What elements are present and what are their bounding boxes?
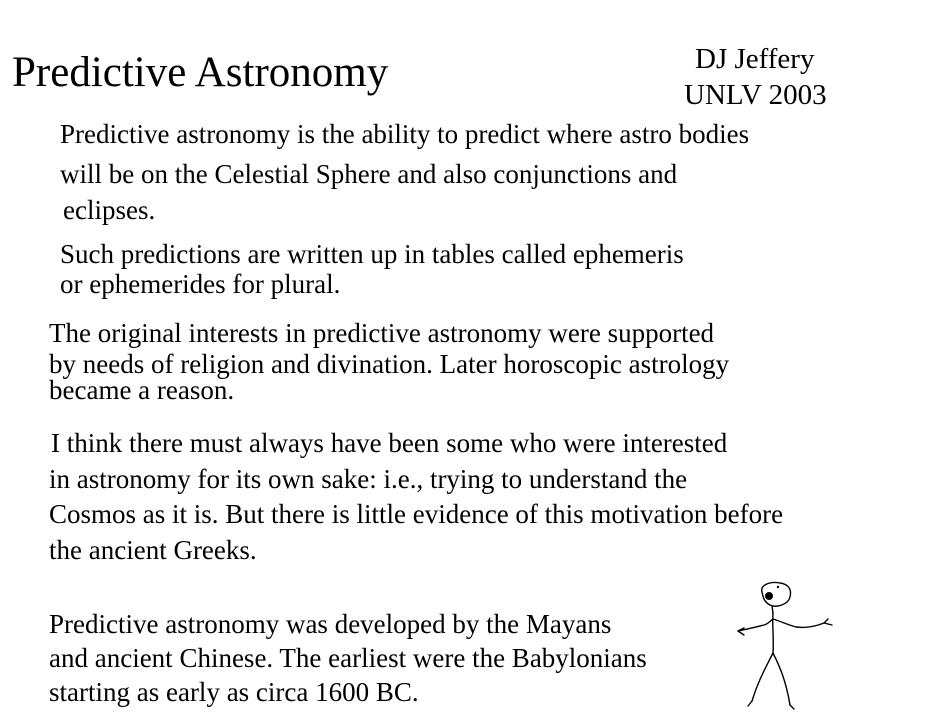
text-line: Predictive astronomy is the ability to predict where astro bodies <box>60 119 750 149</box>
text-line: and ancient Chinese. The earliest were the Babylonians <box>49 643 647 673</box>
text-line: I think there must always have been some who were interested <box>51 428 728 458</box>
text-line: The original interests in predictive astronomy were supported <box>49 318 715 348</box>
text-line: or ephemerides for plural. <box>60 269 341 299</box>
author-affiliation: UNLV 2003 <box>684 79 827 111</box>
text-line: in astronomy for its own sake: i.e., trying to understand the <box>49 464 688 494</box>
stick-figure-icon <box>730 575 840 710</box>
text-line: will be on the Celestial Sphere and also conjunctions and <box>60 159 678 189</box>
text-line: the ancient Greeks. <box>49 535 257 565</box>
author-name: DJ Jeffery <box>695 43 815 75</box>
text-line: Predictive astronomy was developed by the Mayans <box>49 609 612 639</box>
text-line: became a reason. <box>49 375 235 405</box>
text-line: Cosmos as it is. But there is little evidence of this motivation before <box>49 499 784 529</box>
text-line: starting as early as circa 1600 BC. <box>49 677 419 707</box>
slide-title: Predictive Astronomy <box>12 49 389 96</box>
text-line: eclipses. <box>63 195 156 225</box>
text-line: by needs of religion and divination. Later horoscopic astrology <box>49 349 730 379</box>
text-line: Such predictions are written up in tables called ephemeris <box>60 239 684 269</box>
